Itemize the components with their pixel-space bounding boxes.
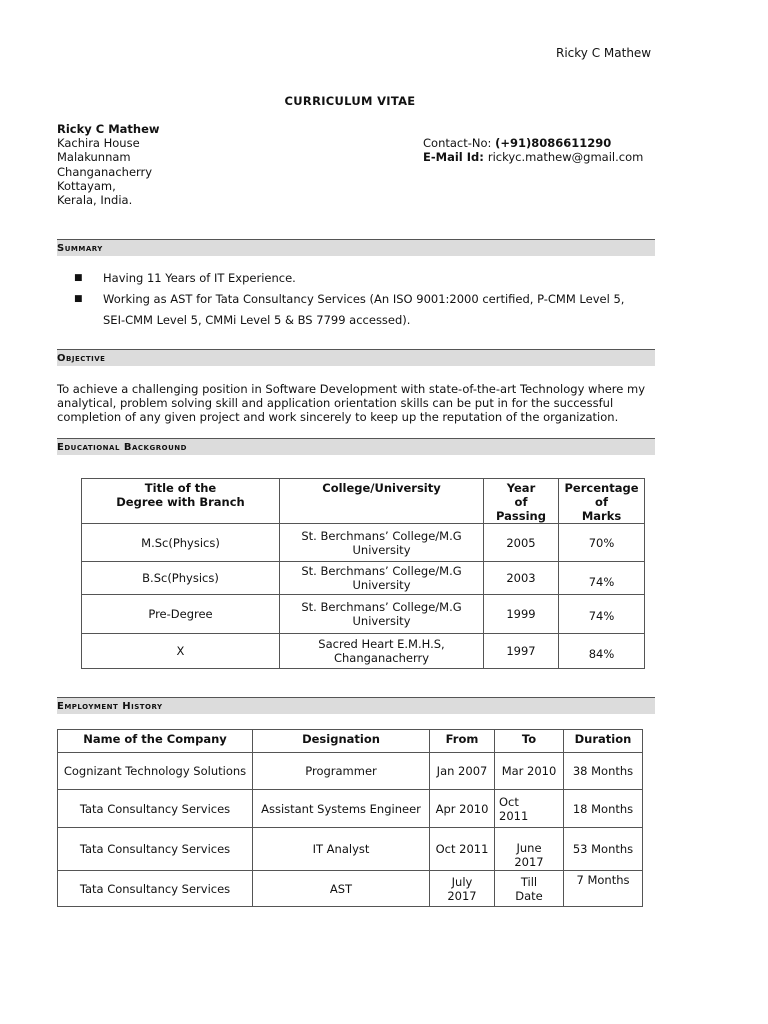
document-title: CURRICULUM VITAE [284, 94, 416, 108]
table-row: Pre-Degree St. Berchmans’ College/M.G University 1999 74% [82, 595, 645, 634]
designation-header: Designation [253, 730, 430, 753]
contact-block [423, 136, 643, 164]
table-row: X Sacred Heart E.M.H.S, Changanacherry 1997 84% [82, 634, 645, 669]
table-row: M.Sc(Physics) St. Berchmans’ College/M.G University 2005 70% [82, 524, 645, 562]
table-row: Tata Consultancy Services AST July 2017 Till Date 7 Months [58, 871, 643, 907]
email-line [423, 150, 643, 164]
summary-item-continuation: SEI-CMM Level 5, CMMi Level 5 & BS 7799 accessed). [103, 313, 411, 327]
year-header: Year of Passing [484, 479, 559, 524]
bullet-icon: ■ [74, 273, 83, 283]
table-row: Tata Consultancy Services Assistant Systems Engineer Apr 2010 Oct 2011 18 Months [58, 790, 643, 828]
table-header-row [82, 479, 645, 524]
degree-header: Title of the Degree with Branch [82, 479, 280, 524]
objective-text: To achieve a challenging position in Software Development with state-of-the-art Technology where my analytical, problem solving skill and application orientation skills can be put in for the successful completion of any given project and work sincerely to keep up the reputation of the organization. [57, 382, 646, 424]
email-label: E-Mail Id: [423, 150, 488, 165]
page-header-name: Ricky C Mathew [556, 46, 652, 60]
address-line: Kottayam, [57, 178, 116, 193]
phone-value: (+91)8086611290 [495, 136, 612, 150]
college-header: College/University [280, 479, 484, 524]
email-value: rickyc.mathew@gmail.com [487, 150, 644, 165]
table-row: Tata Consultancy Services IT Analyst Oct 2011 June 2017 53 Months [58, 828, 643, 871]
summary-item: ■ Working as AST for Tata Consultancy Services (An ISO 9001:2000 certified, P-CMM Level 5, [57, 289, 657, 310]
company-header: Name of the Company [58, 730, 253, 753]
from-header: From [430, 730, 495, 753]
employment-table [57, 729, 643, 907]
summary-item: ■ Having 11 Years of IT Experience. [57, 268, 657, 289]
candidate-name: Ricky C Mathew [57, 122, 160, 136]
percentage-header: Percentage of Marks [559, 479, 645, 524]
objective-heading: Objective [57, 349, 655, 366]
employment-heading: Employment History [57, 697, 655, 714]
education-heading: Educational Background [57, 438, 655, 455]
summary-list [57, 268, 657, 331]
phone-label: Contact-No: [423, 136, 496, 150]
address-line: Kachira House [57, 136, 140, 151]
address-block [57, 122, 160, 207]
table-row: B.Sc(Physics) St. Berchmans’ College/M.G University 2003 74% [82, 562, 645, 595]
to-header: To [495, 730, 564, 753]
summary-heading: Summary [57, 239, 655, 256]
bullet-icon: ■ [74, 294, 83, 304]
education-table [81, 478, 645, 669]
table-header-row [58, 730, 643, 753]
address-line: Changanacherry [57, 164, 153, 179]
duration-header: Duration [564, 730, 643, 753]
table-row: Cognizant Technology Solutions Programmer Jan 2007 Mar 2010 38 Months [58, 753, 643, 790]
phone-line [423, 136, 643, 150]
address-line: Kerala, India. [57, 193, 133, 208]
address-line: Malakunnam [57, 150, 131, 165]
